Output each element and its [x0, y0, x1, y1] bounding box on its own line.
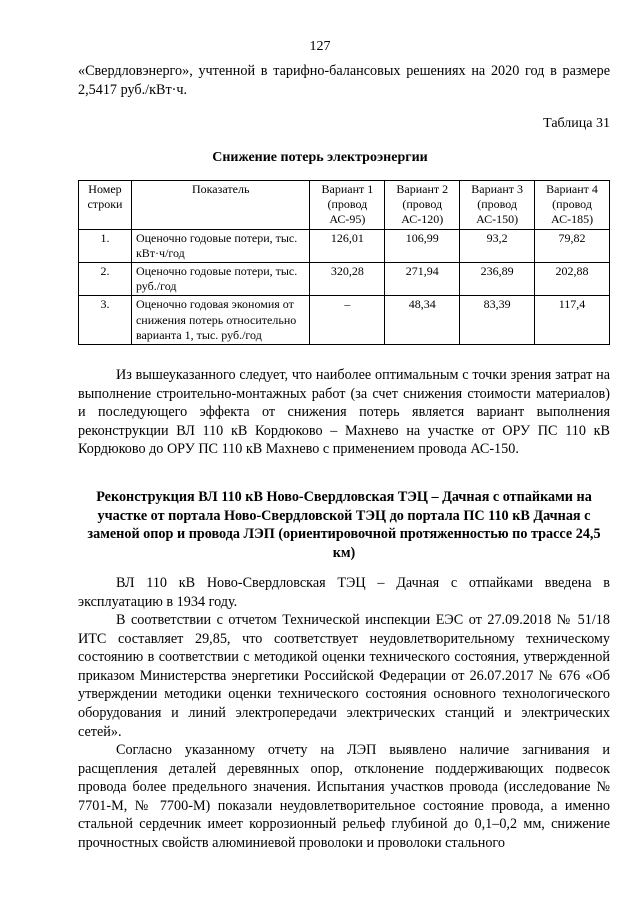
- table-header-row: [79, 181, 610, 230]
- row-value-variant-2: 271,94: [385, 263, 460, 296]
- row-value-variant-3: 83,39: [460, 296, 535, 345]
- row-value-variant-2: 48,34: [385, 296, 460, 345]
- row-value-variant-4: 79,82: [535, 229, 610, 262]
- intro-paragraph: «Свердловэнерго», учтенной в тарифно-балансовых решениях на 2020 год в размере 2,5417 руб./кВт·ч.: [78, 63, 610, 98]
- row-indicator: Оценочно годовая экономия от снижения потерь относительно варианта 1, тыс. руб./год: [131, 296, 310, 345]
- row-value-variant-1: –: [310, 296, 385, 345]
- row-number: 3.: [79, 296, 132, 345]
- table-title: Снижение потерь электроэнергии: [212, 150, 428, 165]
- row-value-variant-2: 106,99: [385, 229, 460, 262]
- body-paragraph: Согласно указанному отчету на ЛЭП выявлено наличие загнивания и расщепления деталей деревянных опор, отклонение поддерживающих подвесок провода более предельного значения. Испытания участков провода (исследование № 7701-М, № 7700-М) показали неудовлетворительное состояние провода, а именно стальной сердечник имеет коррозионный рельеф глубиной до 0,1–0,2 мм, снижение прочностных свойств алюминиевой проволоки и проволоки стального: [78, 742, 610, 851]
- page-number: 127: [309, 39, 331, 54]
- loss-table: [78, 180, 610, 345]
- header-variant-1: Вариант 1 (провод АС-95): [310, 181, 385, 230]
- header-variant-4: Вариант 4 (провод АС-185): [535, 181, 610, 230]
- table-row: [79, 296, 610, 345]
- row-value-variant-1: 320,28: [310, 263, 385, 296]
- header-indicator: Показатель: [131, 181, 310, 230]
- section-heading: Реконструкция ВЛ 110 кВ Ново-Свердловская ТЭЦ – Дачная с отпайками на участке от портала Ново-Свердловской ТЭЦ до портала ПС 110 кВ Дачная с заменой опор и провода ЛЭП (ориентировочной протяженностью по трассе 24,5 км): [87, 489, 601, 561]
- body-paragraph: ВЛ 110 кВ Ново-Свердловская ТЭЦ – Дачная с отпайками введена в эксплуатацию в 1934 году.: [78, 575, 610, 610]
- row-value-variant-3: 236,89: [460, 263, 535, 296]
- row-number: 2.: [79, 263, 132, 296]
- row-indicator: Оценочно годовые потери, тыс. кВт·ч/год: [131, 229, 310, 262]
- row-value-variant-4: 117,4: [535, 296, 610, 345]
- header-variant-2: Вариант 2 (провод АС-120): [385, 181, 460, 230]
- table-caption: Таблица 31: [543, 116, 610, 131]
- conclusion-paragraph: Из вышеуказанного следует, что наиболее оптимальным с точки зрения затрат на выполнение строительно-монтажных работ (за счет снижения стоимости материалов) и последующего эффекта от снижения потерь является вариант выполнения реконструкции ВЛ 110 кВ Кордюково – Махнево на участке от ОРУ ПС 110 кВ Кордюково до ОРУ ПС 110 кВ Махнево с применением провода АС-150.: [78, 367, 610, 458]
- header-row-number: Номер строки: [79, 181, 132, 230]
- row-value-variant-4: 202,88: [535, 263, 610, 296]
- body-paragraph: В соответствии с отчетом Технической инспекции ЕЭС от 27.09.2018 № 51/18 ИТС составляет 29,85, что соответствует неудовлетворительному техническому состоянию в соответствии с методикой оценки технического состояния, утвержденной приказом Министерства энергетики Российской Федерации от 26.07.2017 № 676 «Об утверждении методики оценки технического состояния основного технологического оборудования и линий электропередачи электрических станций и электрических сетей».: [78, 612, 610, 740]
- header-variant-3: Вариант 3 (провод АС-150): [460, 181, 535, 230]
- row-number: 1.: [79, 229, 132, 262]
- row-value-variant-3: 93,2: [460, 229, 535, 262]
- row-value-variant-1: 126,01: [310, 229, 385, 262]
- table-row: [79, 229, 610, 262]
- table-row: [79, 263, 610, 296]
- row-indicator: Оценочно годовые потери, тыс. руб./год: [131, 263, 310, 296]
